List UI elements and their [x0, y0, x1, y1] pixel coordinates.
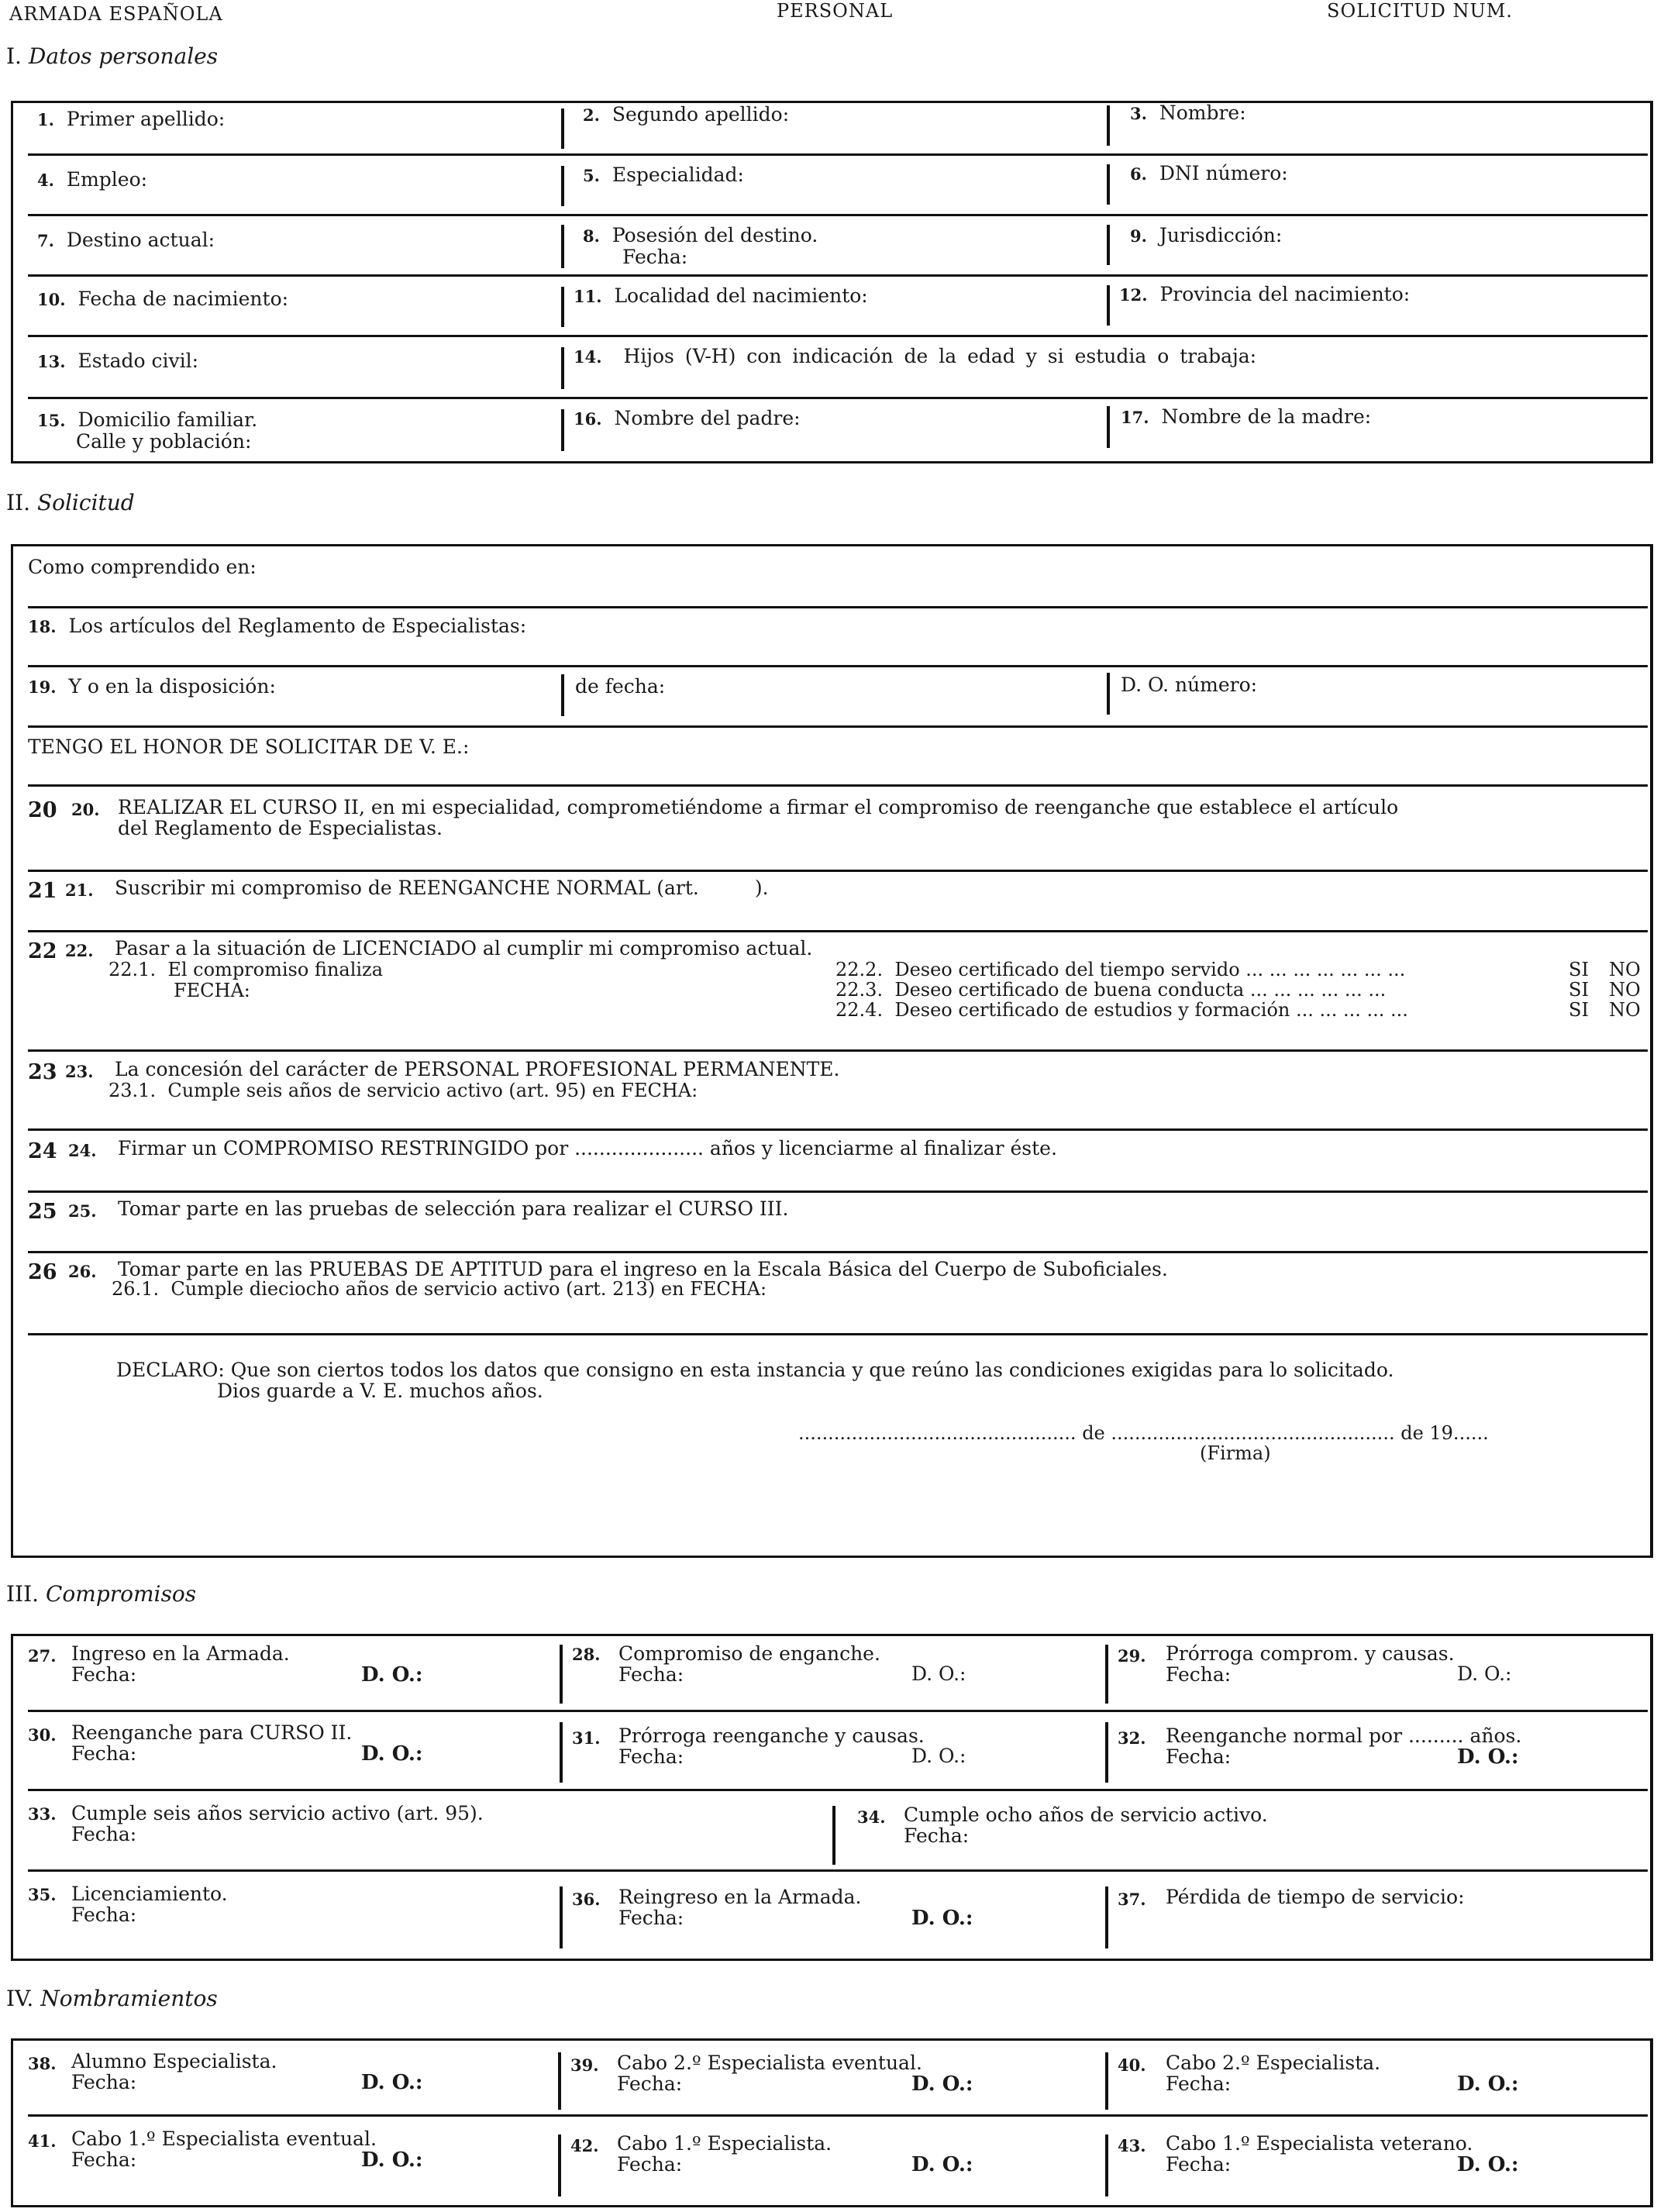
divider [28, 1190, 1648, 1193]
item-number: 41. [28, 2131, 57, 2151]
option-box-25[interactable]: 25 [28, 1200, 57, 1224]
compromiso-finaliza: 22.1. El compromiso finaliza FECHA: [109, 959, 384, 1001]
do-label: D. O.: [361, 1663, 423, 1687]
divider [28, 335, 1648, 337]
item-number: 36. [572, 1890, 601, 1909]
separator [1107, 406, 1110, 448]
field-cabo-2-especialista[interactable]: Cabo 2.º Especialista. Fecha: [1166, 2052, 1381, 2095]
declaro-statement: DECLARO: Que son ciertos todos los datos que consigno en esta instancia y que reúno las condiciones exigidas para lo solicitado. Dios guarde a V. E. muchos años. [116, 1359, 1394, 1402]
divider [28, 665, 1648, 667]
item-number: 23. [65, 1062, 94, 1081]
do-label: D. O.: [1457, 1662, 1512, 1685]
field-fecha-nacimiento[interactable]: 10. Fecha de nacimiento: [37, 288, 289, 310]
si-option-tiempo[interactable]: SI [1569, 959, 1589, 980]
organization-header: ARMADA ESPAÑOLA [9, 3, 223, 25]
item-number: 29. [1118, 1646, 1146, 1666]
do-label: D. O.: [1457, 1745, 1519, 1769]
field-nombre[interactable]: 3. Nombre: [1130, 102, 1246, 124]
divider [28, 153, 1648, 156]
field-domicilio-familiar[interactable]: 15. Domicilio familiar. Calle y población: [37, 408, 258, 453]
option-box-22[interactable]: 22 [28, 939, 57, 963]
divider [28, 1789, 1648, 1791]
field-reingreso-armada[interactable]: Reingreso en la Armada. Fecha: [618, 1886, 862, 1929]
separator [1105, 2052, 1108, 2110]
separator [1105, 2134, 1108, 2196]
dieciocho-anos-servicio: 26.1. Cumple dieciocho años de servicio activo (art. 213) en FECHA: [112, 1278, 767, 1300]
divider [28, 1333, 1648, 1335]
item-number: 24. [68, 1141, 97, 1160]
field-perdida-tiempo[interactable]: Pérdida de tiempo de servicio: [1166, 1886, 1465, 1908]
field-prorroga-compromiso[interactable]: Prórroga comprom. y causas. Fecha: [1166, 1642, 1455, 1686]
separator [832, 1806, 835, 1865]
no-option-tiempo[interactable]: NO [1609, 959, 1641, 980]
field-reenganche-curso-ii[interactable]: Reenganche para CURSO II. Fecha: [71, 1721, 353, 1765]
divider [28, 214, 1648, 216]
option-box-23[interactable]: 23 [28, 1060, 57, 1084]
divider [28, 930, 1648, 932]
divider [28, 1251, 1648, 1253]
separator [1107, 105, 1110, 146]
option-curso-ii: REALIZAR EL CURSO II, en mi especialidad, comprometiéndome a firmar el compromiso de reenganche que establece el artículo del Reglamento de Especialistas. [118, 796, 1399, 839]
field-ingreso-armada[interactable]: Ingreso en la Armada. Fecha: [71, 1642, 290, 1686]
field-compromiso-enganche[interactable]: Compromiso de enganche. Fecha: [618, 1642, 880, 1686]
separator [1107, 225, 1110, 265]
item-number: 34. [857, 1807, 886, 1827]
item-number: 33. [28, 1804, 57, 1824]
field-posesion-destino[interactable]: 8. Posesión del destino. Fecha: [583, 224, 818, 268]
field-dni[interactable]: 6. DNI número: [1130, 162, 1288, 184]
item-number: 31. [572, 1728, 601, 1748]
separator [561, 109, 564, 149]
separator [1105, 1722, 1108, 1783]
separator [561, 225, 564, 268]
option-personal-permanente: La concesión del carácter de PERSONAL PROFESIONAL PERMANENTE. [115, 1058, 840, 1080]
section-title-compromisos: III. Compromisos [6, 1581, 197, 1607]
field-prorroga-reenganche[interactable]: Prórroga reenganche y causas. Fecha: [618, 1724, 925, 1768]
field-cabo-1-veterano[interactable]: Cabo 1.º Especialista veterano. Fecha: [1166, 2132, 1473, 2176]
separator [560, 1645, 563, 1704]
certificado-tiempo: 22.2. Deseo certificado del tiempo servido ... ... ... ... ... ... ... [835, 959, 1406, 980]
item-number: 40. [1118, 2055, 1146, 2075]
divider [28, 725, 1648, 728]
item-number: 43. [1118, 2136, 1146, 2155]
si-option-conducta[interactable]: SI [1569, 979, 1589, 1001]
field-jurisdiccion[interactable]: 9. Jurisdicción: [1130, 224, 1283, 246]
field-do-numero[interactable]: D. O. número: [1121, 674, 1258, 696]
signature-date-line[interactable]: ............................................... de ................................................ de 19...... [798, 1422, 1489, 1444]
do-label: D. O.: [911, 2153, 973, 2176]
do-label: D. O.: [361, 2071, 423, 2094]
field-provincia-nacimiento[interactable]: 12. Provincia del nacimiento: [1119, 283, 1411, 305]
field-estado-civil[interactable]: 13. Estado civil: [37, 350, 199, 372]
do-label: D. O.: [911, 2072, 973, 2096]
certificado-estudios: 22.4. Deseo certificado de estudios y formación ... ... ... ... ... [835, 999, 1408, 1021]
field-licenciamiento[interactable]: Licenciamiento. Fecha: [71, 1883, 228, 1926]
section-title-nombramientos: IV. Nombramientos [6, 1986, 218, 2011]
field-fecha-disposicion[interactable]: de fecha: [575, 675, 666, 698]
item-number: 42. [570, 2136, 599, 2155]
field-primer-apellido[interactable]: 1. Primer apellido: [37, 108, 226, 130]
request-number-label: SOLICITUD NUM. [1327, 0, 1513, 22]
option-box-24[interactable]: 24 [28, 1139, 57, 1163]
separator [558, 2134, 561, 2196]
item-number: 22. [65, 941, 94, 960]
certificado-conducta: 22.3. Deseo certificado de buena conducta ... ... ... ... ... ... [835, 979, 1387, 1001]
separator [561, 166, 564, 206]
intro-text: Como comprendido en: [28, 556, 257, 578]
option-compromiso-restringido: Firmar un COMPROMISO RESTRINGIDO por ..................... años y licenciarme al finalizar éste. [118, 1137, 1057, 1159]
divider [28, 1869, 1648, 1872]
do-label: D. O.: [361, 2148, 423, 2172]
divider [28, 397, 1648, 399]
separator [558, 2052, 561, 2110]
field-nombre-madre[interactable]: 17. Nombre de la madre: [1121, 405, 1372, 428]
item-number: 21. [65, 880, 94, 900]
divider [28, 784, 1648, 787]
field-articulos-reglamento[interactable]: 18. Los artículos del Reglamento de Especialistas: [28, 615, 527, 637]
field-nombre-padre[interactable]: 16. Nombre del padre: [574, 407, 801, 429]
divider [28, 870, 1648, 872]
field-reenganche-normal[interactable]: Reenganche normal por ......... años. Fecha: [1166, 1724, 1522, 1768]
separator [1105, 1886, 1108, 1948]
separator [1107, 285, 1110, 326]
field-alumno-especialista[interactable]: Alumno Especialista. Fecha: [71, 2050, 277, 2093]
seis-anos-servicio: 23.1. Cumple seis años de servicio activo (art. 95) en FECHA: [109, 1080, 698, 1101]
do-label: D. O.: [911, 1662, 966, 1685]
section-title-solicitud: II. Solicitud [6, 490, 135, 515]
item-number: 38. [28, 2054, 57, 2073]
option-curso-iii: Tomar parte en las pruebas de selección para realizar el CURSO III. [118, 1197, 789, 1220]
field-localidad-nacimiento[interactable]: 11. Localidad del nacimiento: [574, 284, 868, 307]
field-empleo[interactable]: 4. Empleo: [37, 168, 148, 191]
do-label: D. O.: [361, 1742, 423, 1766]
divider [28, 274, 1648, 277]
field-cabo-2-eventual[interactable]: Cabo 2.º Especialista eventual. Fecha: [617, 2052, 922, 2095]
si-option-estudios[interactable]: SI [1569, 999, 1589, 1021]
separator [560, 1722, 563, 1783]
field-cabo-1-eventual[interactable]: Cabo 1.º Especialista eventual. Fecha: [71, 2128, 377, 2171]
item-number: 20. [71, 800, 100, 819]
do-label: D. O.: [1457, 2072, 1519, 2096]
do-label: D. O.: [911, 1907, 973, 1930]
field-ocho-anos-activo[interactable]: Cumple ocho años de servicio activo. Fecha: [904, 1804, 1268, 1847]
separator [561, 409, 564, 451]
do-label: D. O.: [911, 1745, 966, 1767]
separator [561, 674, 564, 716]
divider [28, 1128, 1648, 1131]
field-disposicion[interactable]: 19. Y o en la disposición: [28, 675, 276, 698]
item-number: 39. [570, 2055, 599, 2075]
field-hijos[interactable]: 14. Hijos (V-H) con indicación de la edad y si estudia o trabaja: [574, 345, 1257, 367]
field-cabo-1-especialista[interactable]: Cabo 1.º Especialista. Fecha: [617, 2132, 832, 2176]
item-number: 27. [28, 1646, 57, 1666]
option-box-20[interactable]: 20 [28, 798, 57, 822]
field-seis-anos-activo[interactable]: Cumple seis años servicio activo (art. 95). Fecha: [71, 1802, 484, 1845]
item-number: 32. [1118, 1728, 1146, 1748]
option-licenciado: Pasar a la situación de LICENCIADO al cumplir mi compromiso actual. [115, 937, 813, 960]
signature-label: (Firma) [1200, 1442, 1271, 1464]
option-box-21[interactable]: 21 [28, 879, 57, 903]
item-number: 26. [68, 1262, 97, 1281]
item-number: 37. [1118, 1890, 1146, 1909]
item-number: 25. [68, 1201, 97, 1221]
option-pruebas-aptitud: Tomar parte en las PRUEBAS DE APTITUD para el ingreso en la Escala Básica del Cuerpo de Suboficiales. [118, 1258, 1168, 1280]
separator [1107, 164, 1110, 205]
field-segundo-apellido[interactable]: 2. Segundo apellido: [583, 103, 790, 126]
separator [1105, 1645, 1108, 1704]
category-header: PERSONAL [777, 0, 894, 22]
item-number: 35. [28, 1885, 57, 1904]
divider [28, 1049, 1648, 1052]
separator [561, 347, 564, 389]
item-number: 28. [572, 1645, 601, 1664]
divider [28, 1710, 1648, 1712]
item-number: 30. [28, 1725, 57, 1745]
divider [28, 2114, 1648, 2117]
honor-statement: TENGO EL HONOR DE SOLICITAR DE V. E.: [28, 736, 470, 758]
separator [560, 1886, 563, 1948]
divider [28, 606, 1648, 608]
option-reenganche-normal: Suscribir mi compromiso de REENGANCHE NORMAL (art. ). [115, 877, 769, 899]
no-option-estudios[interactable]: NO [1609, 999, 1641, 1021]
separator [561, 287, 564, 327]
no-option-conducta[interactable]: NO [1609, 979, 1641, 1001]
field-destino-actual[interactable]: 7. Destino actual: [37, 229, 215, 251]
option-box-26[interactable]: 26 [28, 1260, 57, 1284]
separator [1107, 673, 1110, 715]
field-especialidad[interactable]: 5. Especialidad: [583, 164, 744, 186]
do-label: D. O.: [1457, 2153, 1519, 2176]
section-title-personal: I. Datos personales [6, 43, 219, 69]
